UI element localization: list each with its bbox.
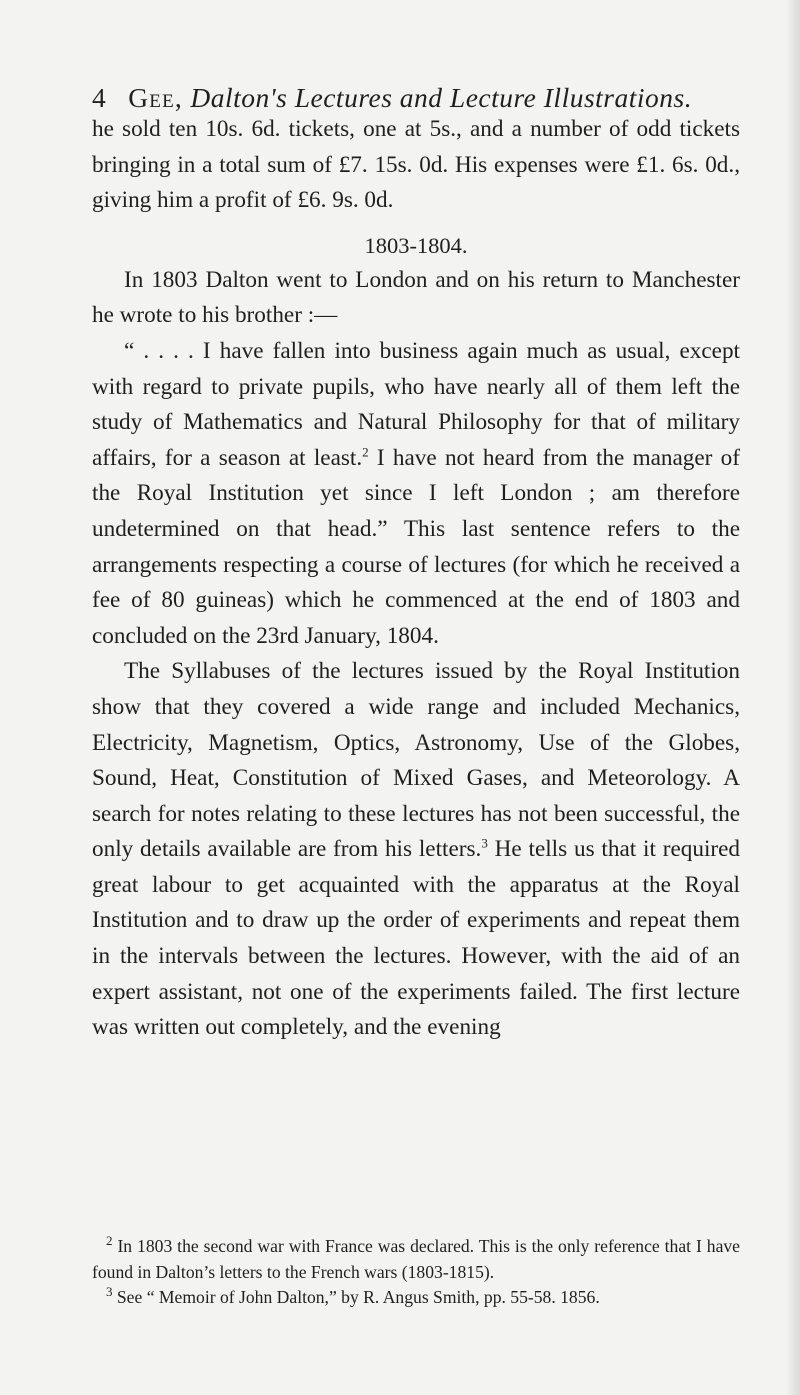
section-heading: 1803-1804. (364, 232, 468, 258)
footnote-2 (92, 1234, 740, 1285)
header-title: Dalton's Lectures and Lecture Illustrations. (190, 82, 693, 113)
paragraph-2: In 1803 Dalton went to London and on his return to Manchester he wrote to his brother :— (92, 266, 740, 329)
footnote-2-mark: 2 (106, 1233, 113, 1249)
paragraph-1: he sold ten 10s. 6d. tickets, one at 5s., and a number of odd tickets bringing in a total sum of £7. 15s. 0d. His expenses were £1. 6s. 0d., giving him a profit of £6. 9s. 0d. (92, 116, 740, 214)
footnote-2-text: In 1803 the second war with France was declared. This is the only reference that I have found in Dalton’s letters to the French wars (1803-1815). (92, 1236, 740, 1282)
running-header (92, 82, 692, 114)
paragraph-4-part-a: The Syllabuses of the lectures issued by the Royal Institution show that they covered a wide range and included Mechanics, Electricity, Magnetism, Optics, Astronomy, Use of the Globes, Sound, Heat, Constitution of Mixed Gases, and Meteorology. A search for notes relating to these lectures has not been successful, the only details available are from his letters. (92, 658, 740, 863)
page-edge-shadow (786, 0, 800, 1395)
paragraph-3 (92, 334, 740, 654)
footnote-ref-3[interactable]: 3 (481, 835, 488, 851)
header-author: Gee, (128, 82, 183, 113)
footnote-ref-2[interactable]: 2 (362, 444, 369, 460)
paragraph-3-part-b: I have not heard from the manager of the Royal Institution yet since I left London ; am therefore undetermined on that head.” This last sentence refers to the arrangements respecting a course of lectures (for which he received a fee of 80 guineas) which he commenced at the end of 1803 and concluded on the 23rd January, 1804. (92, 444, 740, 649)
footnote-3 (92, 1285, 740, 1311)
paragraph-4 (92, 654, 740, 1046)
paragraph-3-part-a: “ . . . . I have fallen into business again much as usual, except with regard to private pupils, who have nearly all of them left the study of Mathematics and Natural Philosophy for that of military affairs, for a season at least. (92, 337, 740, 471)
footnotes (92, 1234, 740, 1311)
page-number: 4 (92, 82, 107, 113)
footnote-3-mark: 3 (106, 1284, 113, 1300)
body-text (92, 112, 740, 1046)
paragraph-4-part-b: He tells us that it required great labour to get acquainted with the apparatus at the Royal Institution and to draw up the order of experiments and repeat them in the intervals between the lectures. However, with the aid of an expert assistant, not one of the experiments failed. The first lecture was written out completely, and the evening (92, 836, 740, 1041)
footnote-3-text: See “ Memoir of John Dalton,” by R. Angus Smith, pp. 55-58. 1856. (112, 1287, 600, 1307)
